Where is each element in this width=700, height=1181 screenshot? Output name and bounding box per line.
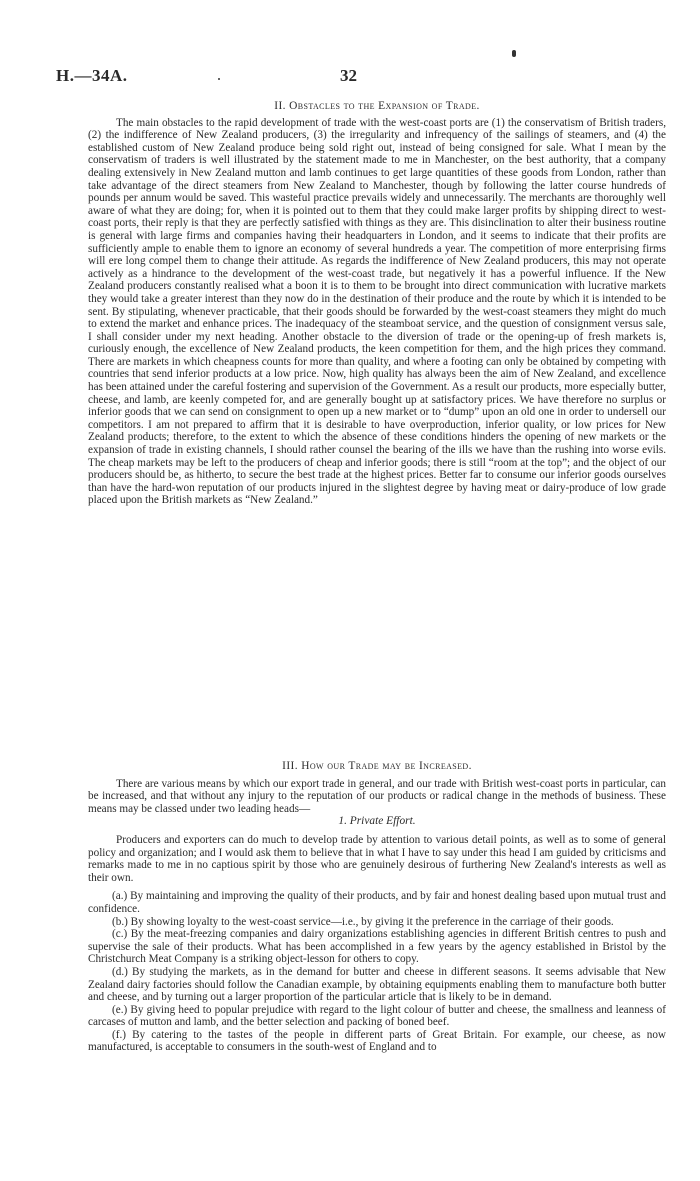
subsection-intro-paragraph: Producers and exporters can do much to develop trade by attention to various detail points, as well as to some of general policy and organization; and I would ask them to believe that in what I have to say under this head I am guided by criticisms and remarks made to me in no captious spirit by those who are genuinely desirous of furthering New Zealand's interests as well as their own. [88, 833, 666, 884]
list-item: (f.) By catering to the tastes of the people in different parts of Great Britain. For example, our cheese, as now manufactured, is acceptable to consumers in the south-west of England and to [88, 1028, 666, 1054]
ink-speck [218, 78, 220, 80]
subsection-heading: 1. Private Effort. [338, 815, 416, 828]
section-obstacles [88, 100, 666, 507]
section-heading: III. How our Trade may be Increased. [282, 760, 472, 772]
page-number: 32 [340, 66, 357, 85]
body-paragraph: The main obstacles to the rapid development of trade with the west-coast ports are (1) the conservatism of British traders, (2) the indifference of New Zealand producers, (3) the irregularity and infrequency of the sailings of steamers, and (4) the established custom of New Zealand produce being sold right out, instead of being consigned for sale. What I mean by the conservatism of traders is well illustrated by the statement made to me in Manchester, on the best authority, that a company dealing extensively in New Zealand mutton and lamb continues to get large quantities of these goods from London, rather than take advantage of the direct steamers from New Zealand to Manchester, though by following the latter course hundreds of pounds per annum would be saved. This wasteful practice prevails widely and unnecessarily. The merchants are thoroughly well aware of what they are doing; for, when it is pointed out to them that they could make larger profits by shipping direct to west-coast ports, their reply is that they are perfectly satisfied with things as they are. This disinclination to alter their business routine is general with large firms and companies having their headquarters in London, and it seems to indicate that their profits are sufficiently ample to enable them to ignore an economy of several hundreds a year. The competition of more enterprising firms will ere long compel them to change their attitude. As regards the indifference of New Zealand producers, this may not operate actively as a hindrance to the development of the west-coast trade, but negatively it has a powerful influence. If the New Zealand producers constantly realised what a boon it is to them to be brought into direct communication with lucrative markets they would take a greater interest than they now do in the destination of their produce and the route by which it is intended to be sent. By stipulating, whenever practicable, that their goods should be forwarded by the west-coast steamers they might do much to extend the market and enhance prices. The inadequacy of the steamboat service, and the question of consignment versus sale, I shall consider under my next heading. Another obstacle to the diversion of trade or the opening-up of fresh markets is, curiously enough, the excellence of New Zealand products, the keen competition for them, and the high prices they command. There are markets in which cheapness counts for more than quality, and where a footing can only be obtained by competing with countries that send inferior products at a low price. Now, high quality has always been the aim of New Zealand, and excellence has been attained under the careful fostering and supervision of the Government. As a result our products, more especially butter, cheese, and lamb, are keenly competed for, and are generally bought up at satisfactory prices. We have therefore no surplus or inferior goods that we can send on consignment to open up a new market or to “dump” upon an old one in order to undersell our competitors. I am not prepared to affirm that it is desirable to have overproduction, inferior quality, or low prices for New Zealand products; therefore, to the extent to which the absence of these conditions hinders the opening of new markets or the expansion of trade in existing channels, I should rather counsel the bearing of the ills we have than the rushing into worse evils. The cheap markets may be left to the producers of cheap and inferior goods; there is still “room at the top”; and the object of our producers should be, as hitherto, to secure the best trade at the highest prices. Better far to consume our inferior goods ourselves than have the hard-won reputation of our products injured in the slightest degree by having meat or dairy-produce of low grade placed upon the British markets as “New Zealand.” [88, 116, 667, 507]
list-item: (d.) By studying the markets, as in the demand for butter and cheese in different seasons. It seems advisable that New Zealand dairy factories should follow the Canadian example, by obtaining equipments enabling them to manufacture both butter and cheese, and by turning out a larger proportion of the particular article that is likely to be in demand. [88, 965, 666, 1004]
section-increase-trade [88, 760, 666, 1054]
list-item: (c.) By the meat-freezing companies and dairy organizations establishing agencies in different British centres to push and supervise the sale of their products. What has been accomplished in a few years by the agency established in Bristol by the Christchurch Meat Company is a striking object-lesson for others to copy. [88, 928, 666, 966]
intro-paragraph: There are various means by which our export trade in general, and our trade with British west-coast ports in particular, can be increased, and that without any injury to the reputation of our products or radical change in the methods of business. These means may be classed under two leading heads— [88, 777, 666, 815]
list-item: (b.) By showing loyalty to the west-coast service—i.e., by giving it the preference in the carriage of their goods. [112, 915, 614, 928]
document-reference: H.—34A. [56, 66, 128, 85]
list-item: (e.) By giving heed to popular prejudice with regard to the light colour of butter and cheese, the smallness and leanness of carcases of mutton and lamb, and the better selection and packing of boned beef. [88, 1003, 666, 1029]
list-item: (a.) By maintaining and improving the quality of their products, and by fair and honest dealing based upon mutual trust and confidence. [88, 890, 666, 915]
ink-mark [512, 50, 516, 57]
section-heading: II. Obstacles to the Expansion of Trade. [274, 100, 480, 112]
